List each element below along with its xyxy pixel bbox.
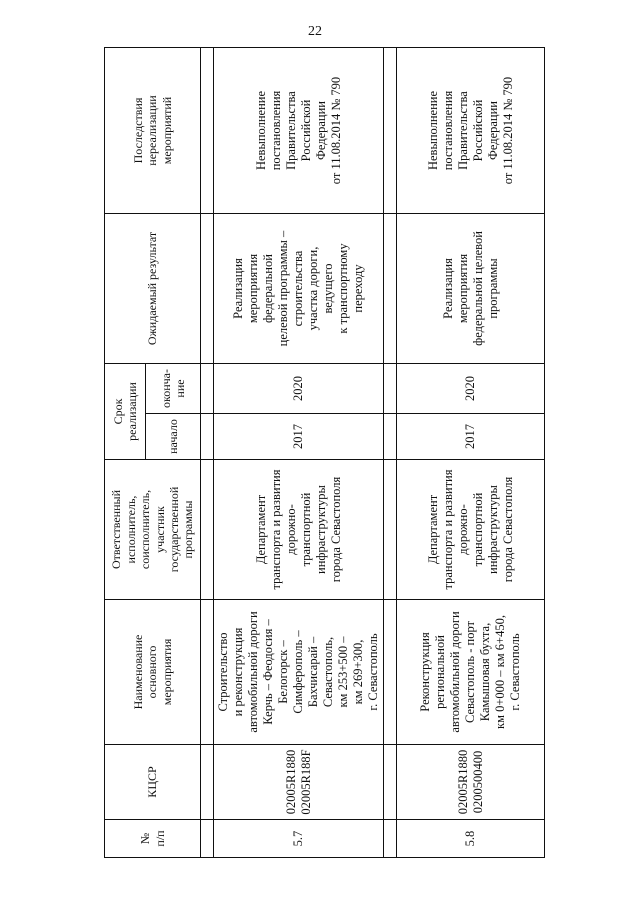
row-kcsr: 02005R1880 0200500400 xyxy=(397,745,545,820)
measures-table xyxy=(104,47,545,858)
row-result: Реализация мероприятия федеральной целевой программы xyxy=(397,214,545,364)
header-result: Ожидаемый результат xyxy=(105,214,201,364)
row-start: 2017 xyxy=(214,414,384,460)
spacer-row xyxy=(201,48,214,858)
row-consequence: Невыполнение постановления Правительства Российской Федерации от 11.08.2014 № 790 xyxy=(214,48,384,214)
table-row xyxy=(214,48,384,858)
page-number: 22 xyxy=(308,24,322,39)
row-num: 5.8 xyxy=(397,820,545,858)
rotated-table-container xyxy=(104,48,522,858)
header-kcsr: КЦСР xyxy=(105,745,201,820)
header-start: начало xyxy=(146,414,201,460)
table-row xyxy=(397,48,545,858)
header-name: Наименование основного мероприятия xyxy=(105,600,201,745)
spacer-row xyxy=(384,48,397,858)
header-end: оконча- ние xyxy=(146,364,201,414)
header-responsible: Ответственный исполнитель, соисполнитель, участник государственной программы xyxy=(105,460,201,600)
header-num: № п/п xyxy=(105,820,201,858)
row-end: 2020 xyxy=(397,364,545,414)
row-name: Реконструкция региональной автомобильной дороги Севастополь - порт Камышовая бухта, км 0+000 – км 6+450, г. Севастополь xyxy=(397,600,545,745)
row-end: 2020 xyxy=(214,364,384,414)
row-responsible: Департамент транспорта и развития дорожно- транспортной инфраструктуры города Севастополя xyxy=(214,460,384,600)
header-row xyxy=(105,48,146,858)
row-result: Реализация мероприятия федеральной целевой программы – строительства участка дороги, ведущего к транспортному переходу xyxy=(214,214,384,364)
row-num: 5.7 xyxy=(214,820,384,858)
row-consequence: Невыполнение постановления Правительства Российской Федерации от 11.08.2014 № 790 xyxy=(397,48,545,214)
row-responsible: Департамент транспорта и развития дорожно- транспортной инфраструктуры города Севастополя xyxy=(397,460,545,600)
row-name: Строительство и реконструкция автомобильной дороги Керчь – Феодосия – Белогорск – Симферополь – Бахчисарай – Севастополь, км 253+500 – км 269+300, г. Севастополь xyxy=(214,600,384,745)
header-consequence: Последствия нереализации мероприятий xyxy=(105,48,201,214)
row-start: 2017 xyxy=(397,414,545,460)
row-kcsr: 02005R1880 02005R188F xyxy=(214,745,384,820)
header-term: Срок реализации xyxy=(105,364,146,460)
